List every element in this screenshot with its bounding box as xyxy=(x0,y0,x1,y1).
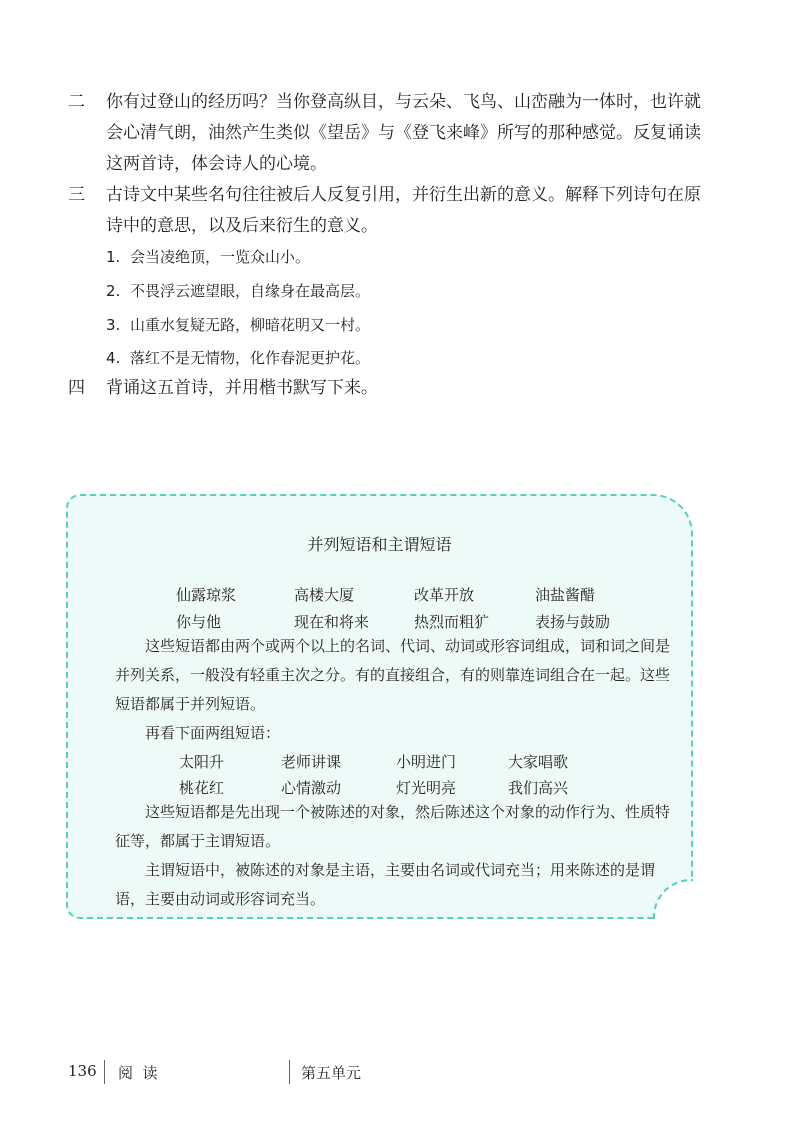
phrase: 表扬与鼓励 xyxy=(535,613,611,631)
sub-item-number: 4. xyxy=(106,349,121,367)
phrase: 高楼大厦 xyxy=(294,586,355,604)
footer-divider xyxy=(104,1060,105,1084)
phrase: 心情激动 xyxy=(281,779,342,797)
question-text: 你有过登山的经历吗？当你登高纵目，与云朵、飞鸟、山峦融为一体时，也许就会心清气朗，油然产生类似《望岳》与《登飞来峰》所写的那种感觉。反复诵读这两首诗，体会诗人的心境。 xyxy=(106,92,701,174)
phrase: 桃花红 xyxy=(179,779,225,797)
question-text: 古诗文中某些名句往往被后人反复引用，并衍生出新的意义。解释下列诗句在原诗中的意思，以及后来衍生的意义。 xyxy=(106,185,701,236)
question-number: 二 xyxy=(68,92,85,112)
footer-section: 阅 读 xyxy=(118,1064,158,1082)
phrase: 灯光明亮 xyxy=(396,779,457,797)
question-number: 三 xyxy=(68,185,85,205)
phrase: 老师讲课 xyxy=(281,753,342,771)
phrase: 仙露琼浆 xyxy=(176,586,237,604)
phrase: 太阳升 xyxy=(179,753,225,771)
question-number: 四 xyxy=(68,378,85,398)
sub-item-text: 落红不是无情物，化作春泥更护花。 xyxy=(130,349,371,367)
sub-item xyxy=(106,247,310,267)
phrase: 你与他 xyxy=(176,613,222,631)
phrase: 改革开放 xyxy=(414,586,475,604)
question-4 xyxy=(68,373,708,404)
panel-paragraph: 主谓短语中，被陈述的对象是主语，主要由名词或代词充当；用来陈述的是谓语，主要由动词或形容词充当。 xyxy=(115,861,656,908)
sub-item-text: 山重水复疑无路，柳暗花明又一村。 xyxy=(130,316,371,334)
sub-item-number: 1. xyxy=(106,248,121,266)
knowledge-panel xyxy=(66,494,693,919)
question-3 xyxy=(68,180,708,242)
phrase: 热烈而粗犷 xyxy=(414,613,490,631)
panel-paragraph: 再看下面两组短语： xyxy=(145,724,281,742)
sub-item-number: 3. xyxy=(106,316,121,334)
panel-paragraph: 这些短语都是先出现一个被陈述的对象，然后陈述这个对象的动作行为、性质特征等，都属于主谓短语。 xyxy=(115,803,671,850)
phrase: 大家唱歌 xyxy=(508,753,569,771)
footer-unit: 第五单元 xyxy=(301,1064,362,1082)
sub-item xyxy=(106,281,370,301)
sub-item-text: 不畏浮云遮望眼，自缘身在最高层。 xyxy=(130,282,371,300)
sub-item xyxy=(106,348,370,368)
question-2 xyxy=(68,87,708,180)
phrase: 小明进门 xyxy=(396,753,457,771)
panel-paragraph: 这些短语都由两个或两个以上的名词、代词、动词或形容词组成，词和词之间是并列关系，一般没有轻重主次之分。有的直接组合，有的则靠连词组合在一起。这些短语都属于并列短语。 xyxy=(115,637,671,713)
phrase: 油盐酱醋 xyxy=(535,586,596,604)
panel-title: 并列短语和主谓短语 xyxy=(307,535,452,554)
sub-item-text: 会当凌绝顶，一览众山小。 xyxy=(130,248,311,266)
sub-item xyxy=(106,315,370,335)
phrase: 现在和将来 xyxy=(294,613,370,631)
phrase: 我们高兴 xyxy=(508,779,569,797)
page-number: 136 xyxy=(68,1062,97,1080)
sub-item-number: 2. xyxy=(106,282,121,300)
footer-divider xyxy=(289,1060,290,1084)
question-text: 背诵这五首诗，并用楷书默写下来。 xyxy=(106,378,378,398)
